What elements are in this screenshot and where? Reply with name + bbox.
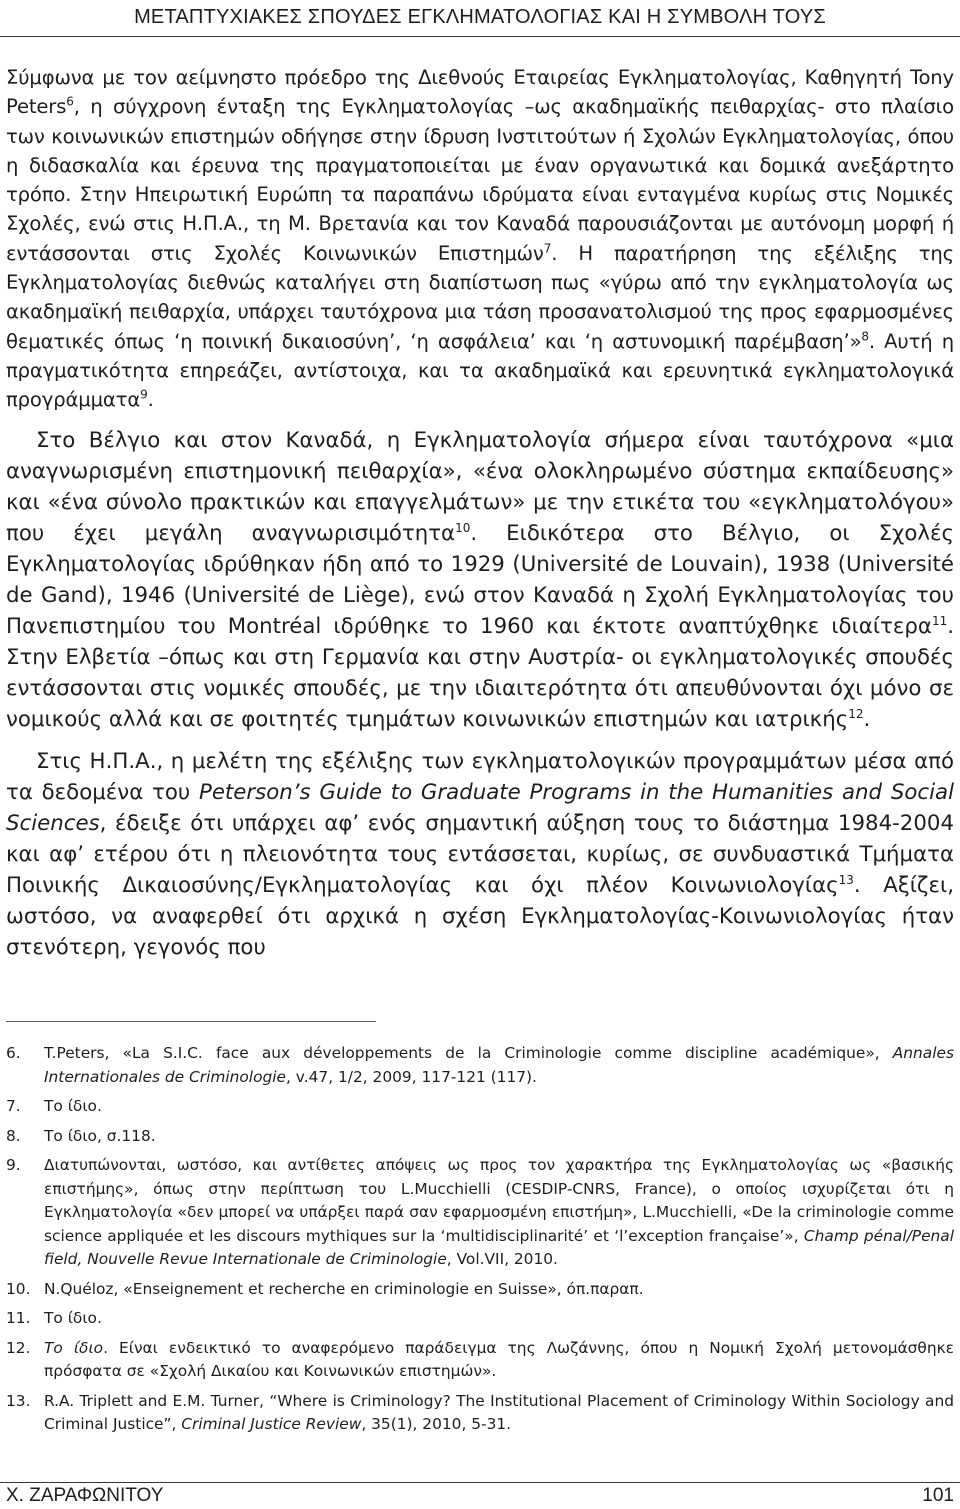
text-run: . Η παρατήρηση της εξέλιξης της Εγκληματολογίας διεθνώς καταλήγει στη διαπίστωση πως «γύρω από την εγκληματολογία ως ακαδημαϊκή πειθαρχία, υπάρχει ταυτόχρονα μια τάση προσανατολισμού της προς εφαρμοσμένες θεματικές όπως ‘η ποινική δικαιοσύνη’, ‘η ασφάλεια’ και ‘η αστυνομική παρέμβαση’»	[6, 241, 954, 353]
footnote-number: 8.	[6, 1126, 21, 1145]
text-run: . Αξίζει, ωστόσο, να αναφερθεί ότι αρχικά η σχέση Εγκληματολογίας-Κοινωνιολογίας ήταν στενότερη, γεγονός που	[6, 872, 954, 960]
paragraph-1	[6, 63, 954, 415]
footnote-text	[44, 1154, 954, 1272]
footnote-ref-9: 9	[140, 387, 148, 402]
text-run: , έδειξε ότι υπάρχει αφ’ ενός σημαντική αύξηση τους το διάστημα 1984-2004 και αφ’ ετέρου ότι η πλειονότητα τους εντάσσεται, κυρίως, σε συνδυαστικά Τμήματα Ποινικής Δικαιοσύνης/Εγκληματολογίας και όχι πλέον Κοινωνιολογίας	[6, 810, 954, 898]
text-run: Στο Βέλγιο και στον Καναδά, η Εγκληματολογία σήμερα είναι ταυτόχρονα «μια αναγνωρισμένη επιστημονική πειθαρχία», «ένα ολοκληρωμένο σύστημα εκπαίδευσης» και «ένα σύνολο πρακτικών και επαγγελμάτων» με την ετικέτα του «εγκληματολόγου» που έχει μεγάλη αναγνωρισιμότητα	[6, 427, 954, 546]
main-text	[6, 63, 954, 963]
ibid-italic: Το ίδιο	[44, 1338, 104, 1357]
footer-rule	[0, 1482, 960, 1483]
footnote-text	[44, 1042, 954, 1089]
footnote-ref-12: 12	[848, 706, 864, 721]
journal-title: Annales Internationales de Criminologie	[44, 1044, 954, 1086]
footnote-text: Το ίδιο.	[44, 1097, 102, 1115]
text-run: Σύμφωνα με τον αείμνηστο πρόεδρο της Διεθνούς Εταιρείας Εγκληματολογίας, Καθηγητή Tony Peters	[6, 66, 954, 119]
footnote-separator	[6, 1021, 376, 1022]
paragraph-2	[6, 425, 954, 735]
text-run: . Αυτή η πραγματικότητα επηρεάζει, αντίστοιχα, και τα ακαδημαϊκά και ερευνητικά εγκληματολογικά προγράμματα	[6, 329, 954, 412]
footnote-text	[44, 1337, 954, 1384]
page-footer	[6, 1484, 954, 1508]
text-run: , Vol.VII, 2010.	[446, 1250, 558, 1268]
journal-title: Criminal Justice Review	[181, 1415, 362, 1433]
footnote-ref-11: 11	[931, 613, 948, 628]
footnote-text: Το ίδιο.	[44, 1309, 102, 1327]
text-run: .	[863, 706, 871, 732]
text-run: .	[147, 388, 154, 412]
text-run: , 35(1), 2010, 5-31.	[361, 1415, 512, 1433]
text-run: . Ειδικότερα στο Βέλγιο, οι Σχολές Εγκληματολογίας ιδρύθηκαν ήδη από το 1929 (Université de Louvain), 1938 (Université de Gand), 1946 (Université de Liège), ενώ στον Καναδά η Σχολή Εγκληματολογίας του Πανεπιστημίου του Montréal ιδρύθηκε το 1960 και έκτοτε αναπτύχθηκε ιδιαίτερα	[6, 520, 954, 639]
footnote-number: 11.	[6, 1309, 31, 1327]
footnote-text	[44, 1390, 954, 1437]
guide-title: Peterson’s Guide to Graduate Programs in the Humanities and Social Sciences	[6, 779, 954, 836]
text-run: T.Peters, «La S.I.C. face aux développements de la Criminologie comme discipline académique»,	[44, 1044, 893, 1062]
footnote-12	[6, 1337, 954, 1384]
text-run: , η σύγχρονη ένταξη της Εγκληματολογίας –ως ακαδημαϊκής πειθαρχίας- στο πλαίσιο των κοινωνικών επιστημών οδήγησε στην ίδρυση Ινστιτούτων ή Σχολών Εγκληματολογίας, όπου η διδασκαλία και έρευνα της πραγματοποιείται με έναν οργανωτικά και δομικά ανεξάρτητο τρόπο. Στην Ηπειρωτική Ευρώπη τα παραπάνω ιδρύματα είναι ενταγμένα κυρίως στις Νομικές Σχολές, ενώ στις Η.Π.Α., τη Μ. Βρετανία και τον Καναδά παρουσιάζονται με αυτόνομη μορφή ή εντάσσονται στις Σχολές Κοινωνικών Επιστημών	[6, 95, 954, 265]
footnote-13	[6, 1390, 954, 1437]
text-run: Στις Η.Π.Α., η μελέτη της εξέλιξης των εγκληματολογικών προγραμμάτων μέσα από τα δεδομένα του	[6, 748, 954, 805]
footnote-number: 9.	[6, 1156, 21, 1174]
footnote-ref-6: 6	[66, 94, 74, 109]
footnote-9	[6, 1154, 954, 1272]
footnote-11	[6, 1307, 954, 1331]
footnote-number: 6.	[6, 1044, 21, 1062]
footnote-number: 7.	[6, 1097, 21, 1115]
footnote-ref-13: 13	[838, 872, 854, 887]
footnote-8	[6, 1125, 954, 1149]
footnote-text: N.Quéloz, «Enseignement et recherche en criminologie en Suisse», όπ.παραπ.	[44, 1279, 644, 1298]
footnote-number: 13.	[6, 1391, 31, 1410]
text-run: . Στην Ελβετία –όπως και στη Γερμανία και στην Αυστρία- οι εγκληματολογικές σπουδές εντάσσονται στις νομικές σπουδές, με την ιδιαιτερότητα ότι απευθύνονται όχι μόνο σε νομικούς αλλά και σε φοιτητές τμημάτων κοινωνικών επιστημών και ιατρικής	[6, 613, 954, 732]
footer-author: Χ. ΖΑΡΑΦΩΝΙΤΟΥ	[6, 1485, 164, 1506]
footnote-7	[6, 1095, 954, 1119]
footnote-number: 10.	[6, 1279, 31, 1298]
text-run: R.A. Triplett and E.M. Turner, “Where is Criminology? The Institutional Placement of Criminology Within Sociology and Criminal Justice”,	[44, 1391, 954, 1433]
footnote-ref-10: 10	[455, 520, 471, 535]
footnote-ref-8: 8	[861, 329, 869, 344]
text-run: Διατυπώνονται, ωστόσο, και αντίθετες απόψεις ως προς τον χαρακτήρα της Εγκληματολογίας ως «βασικής επιστήμης», όπως στην περίπτωση του L.Mucchielli (CESDIP-CNRS, France), ο οποίος ισχυρίζεται ότι η Εγκληματολογία «δεν μπορεί να υπάρξει παρά σαν εφαρμοσμένη επιστήμη», L.Mucchielli, «De la criminologie comme science appliquée et les discours mythiques sur la ‘multidisciplinarité’ et ‘l’exception française’»,	[44, 1156, 954, 1245]
journal-title: Champ pénal/Penal field, Nouvelle Revue Internationale de Criminologie	[44, 1226, 954, 1268]
page-number: 101	[922, 1485, 954, 1506]
footnote-text: Το ίδιο, σ.118.	[44, 1126, 156, 1145]
footnote-6	[6, 1042, 954, 1089]
header-rule	[0, 36, 960, 37]
footnote-10	[6, 1278, 954, 1302]
paragraph-3	[6, 746, 954, 963]
footnotes	[6, 1042, 954, 1443]
text-run: , v.47, 1/2, 2009, 117-121 (117).	[286, 1067, 537, 1086]
running-header: ΜΕΤΑΠΤΥΧΙΑΚΕΣ ΣΠΟΥΔΕΣ ΕΓΚΛΗΜΑΤΟΛΟΓΙΑΣ ΚΑΙ Η ΣΥΜΒΟΛΗ ΤΟΥΣ	[134, 6, 826, 28]
footnote-number: 12.	[6, 1338, 31, 1357]
footnote-ref-7: 7	[543, 241, 552, 256]
text-run: . Είναι ενδεικτικό το αναφερόμενο παράδειγμα της Λωζάννης, όπου η Νομική Σχολή μετονομάσθηκε πρόσφατα σε «Σχολή Δικαίου και Κοινωνικών επιστημών».	[44, 1338, 954, 1380]
